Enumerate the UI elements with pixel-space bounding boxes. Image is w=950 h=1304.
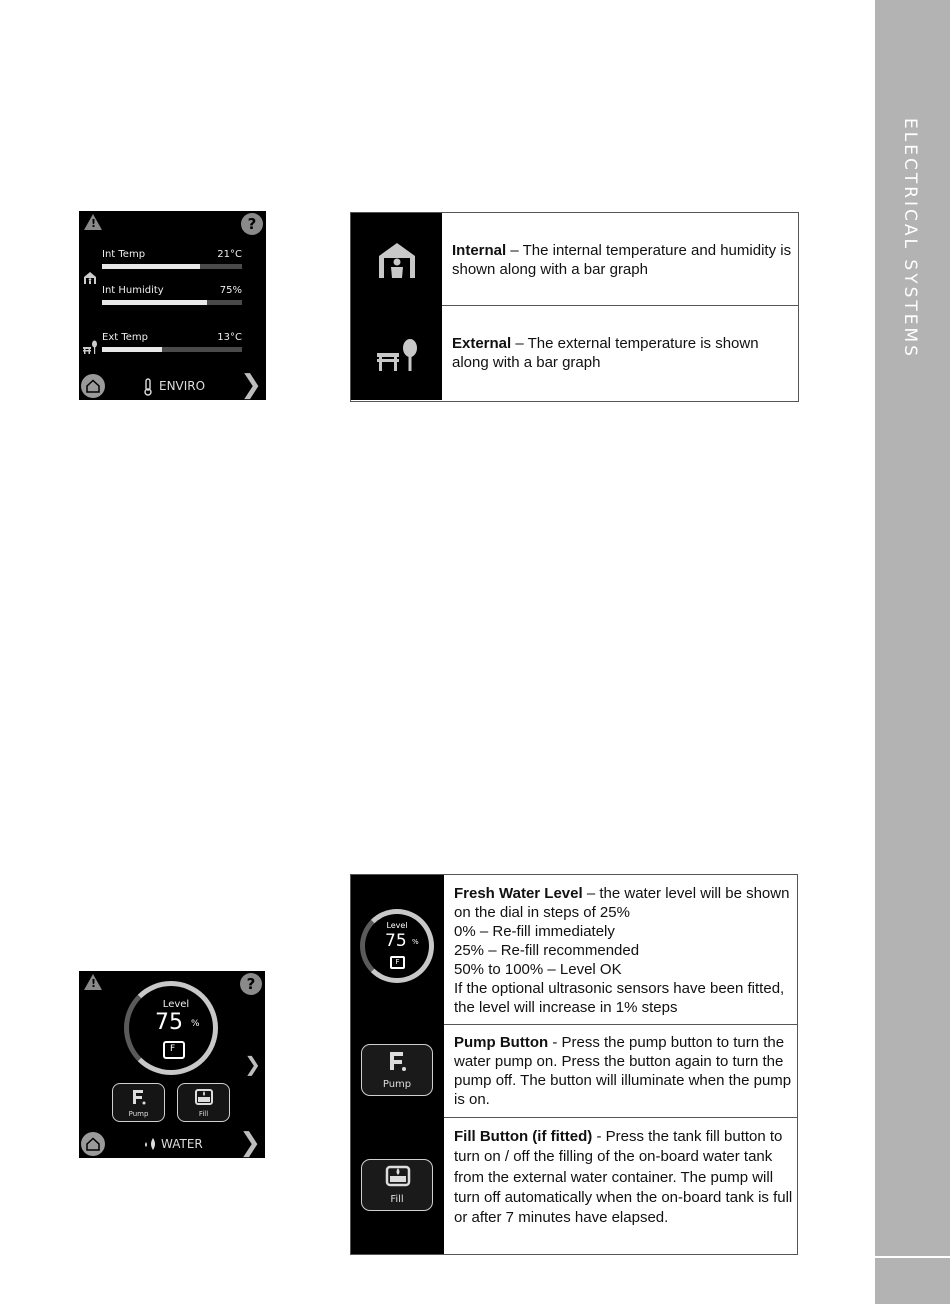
table-row (351, 1024, 797, 1118)
section-title: ELECTRICAL SYSTEMS (900, 118, 920, 359)
table-row (351, 1117, 797, 1254)
row-text: Fresh Water Level – the water level will be shown on the dial in steps of 25% 0% – Re-fill immediately 25% – Re-fill recommended 50% to 100% – Level OK If the optional ultrasonic sensors have been fitted, the level will increase in 1% steps (454, 885, 790, 1016)
icon-cell (351, 1117, 444, 1254)
pump-button-icon: Pump (361, 1044, 433, 1096)
ext-temp-bar (102, 347, 242, 352)
int-humidity-bar-fill (102, 300, 207, 305)
next-chevron-icon[interactable]: ❯ (240, 370, 262, 400)
row-text: External – The external temperature is shown along with a bar graph (452, 335, 759, 371)
level-dial (124, 981, 218, 1075)
dial-value: 75 (155, 1010, 183, 1035)
ext-temp-value: 13°C (217, 332, 242, 343)
table-row (351, 305, 798, 400)
screen-title: WATER (161, 1137, 203, 1151)
home-icon (81, 374, 105, 398)
level-dial-icon: Level 75 % F (360, 909, 434, 983)
icon-cell (351, 305, 442, 400)
bench-tree-icon (82, 340, 98, 354)
pump-button-label: Pump (128, 1110, 149, 1118)
tank-fill-icon (194, 1088, 214, 1106)
tank-fill-icon (385, 1165, 411, 1187)
next-chevron-icon[interactable]: ❯ (244, 1052, 261, 1076)
table-row (351, 213, 798, 306)
int-temp-bar (102, 264, 242, 269)
house-person-icon (83, 271, 97, 285)
ext-temp-label: Ext Temp (102, 332, 148, 343)
row-text: Internal – The internal temperature and humidity is shown along with a bar graph (452, 242, 792, 278)
screen-title: ENVIRO (159, 379, 206, 393)
pump-button[interactable] (112, 1083, 165, 1122)
int-temp-label: Int Temp (102, 249, 146, 260)
tap-icon (130, 1088, 148, 1108)
dial-unit: % (191, 1019, 200, 1029)
warning-icon[interactable]: ! (84, 214, 102, 230)
home-button[interactable] (81, 374, 105, 398)
water-screen (79, 971, 265, 1158)
tap-icon (387, 1050, 409, 1074)
help-icon[interactable]: ? (241, 213, 263, 235)
fill-button[interactable] (177, 1083, 230, 1122)
warning-icon[interactable]: ! (84, 974, 102, 990)
row-text: Pump Button - Press the pump button to turn the water pump on. Press the button again to turn the pump off. The button will illuminate when the pump is on. (454, 1034, 792, 1108)
int-humidity-value: 75% (219, 285, 242, 296)
ext-temp-bar-fill (102, 347, 162, 352)
side-band-divider (875, 1256, 950, 1258)
int-humidity-bar (102, 300, 242, 305)
home-button[interactable] (81, 1132, 105, 1156)
home-icon (81, 1132, 105, 1156)
next-chevron-icon[interactable]: ❯ (239, 1128, 261, 1158)
int-temp-bar-fill (102, 264, 200, 269)
water-description-table (350, 874, 798, 1255)
row-text: Fill Button (if fitted) - Press the tank fill button to turn on / off the filling of the on-board water tank from the external water container. The pump will turn off automatically when the on-board tank is full or after 7 minutes have elapsed. (454, 1128, 793, 1227)
icon-cell (351, 875, 444, 1024)
help-icon[interactable]: ? (240, 973, 262, 995)
int-temp-value: 21°C (217, 249, 242, 260)
house-person-icon (376, 240, 418, 280)
fill-button-label: Fill (198, 1110, 209, 1118)
dial-label: Level (162, 999, 190, 1010)
icon-cell (351, 213, 442, 305)
bench-tree-icon (375, 338, 419, 372)
tank-icon: F (163, 1041, 185, 1059)
fill-button-icon: Fill (361, 1159, 433, 1211)
table-row (351, 875, 797, 1025)
enviro-screen (79, 211, 266, 400)
water-drops-icon (141, 1136, 159, 1152)
enviro-description-table (350, 212, 799, 402)
thermometer-icon (143, 378, 153, 396)
int-humidity-label: Int Humidity (102, 285, 164, 296)
icon-cell (351, 1024, 444, 1117)
